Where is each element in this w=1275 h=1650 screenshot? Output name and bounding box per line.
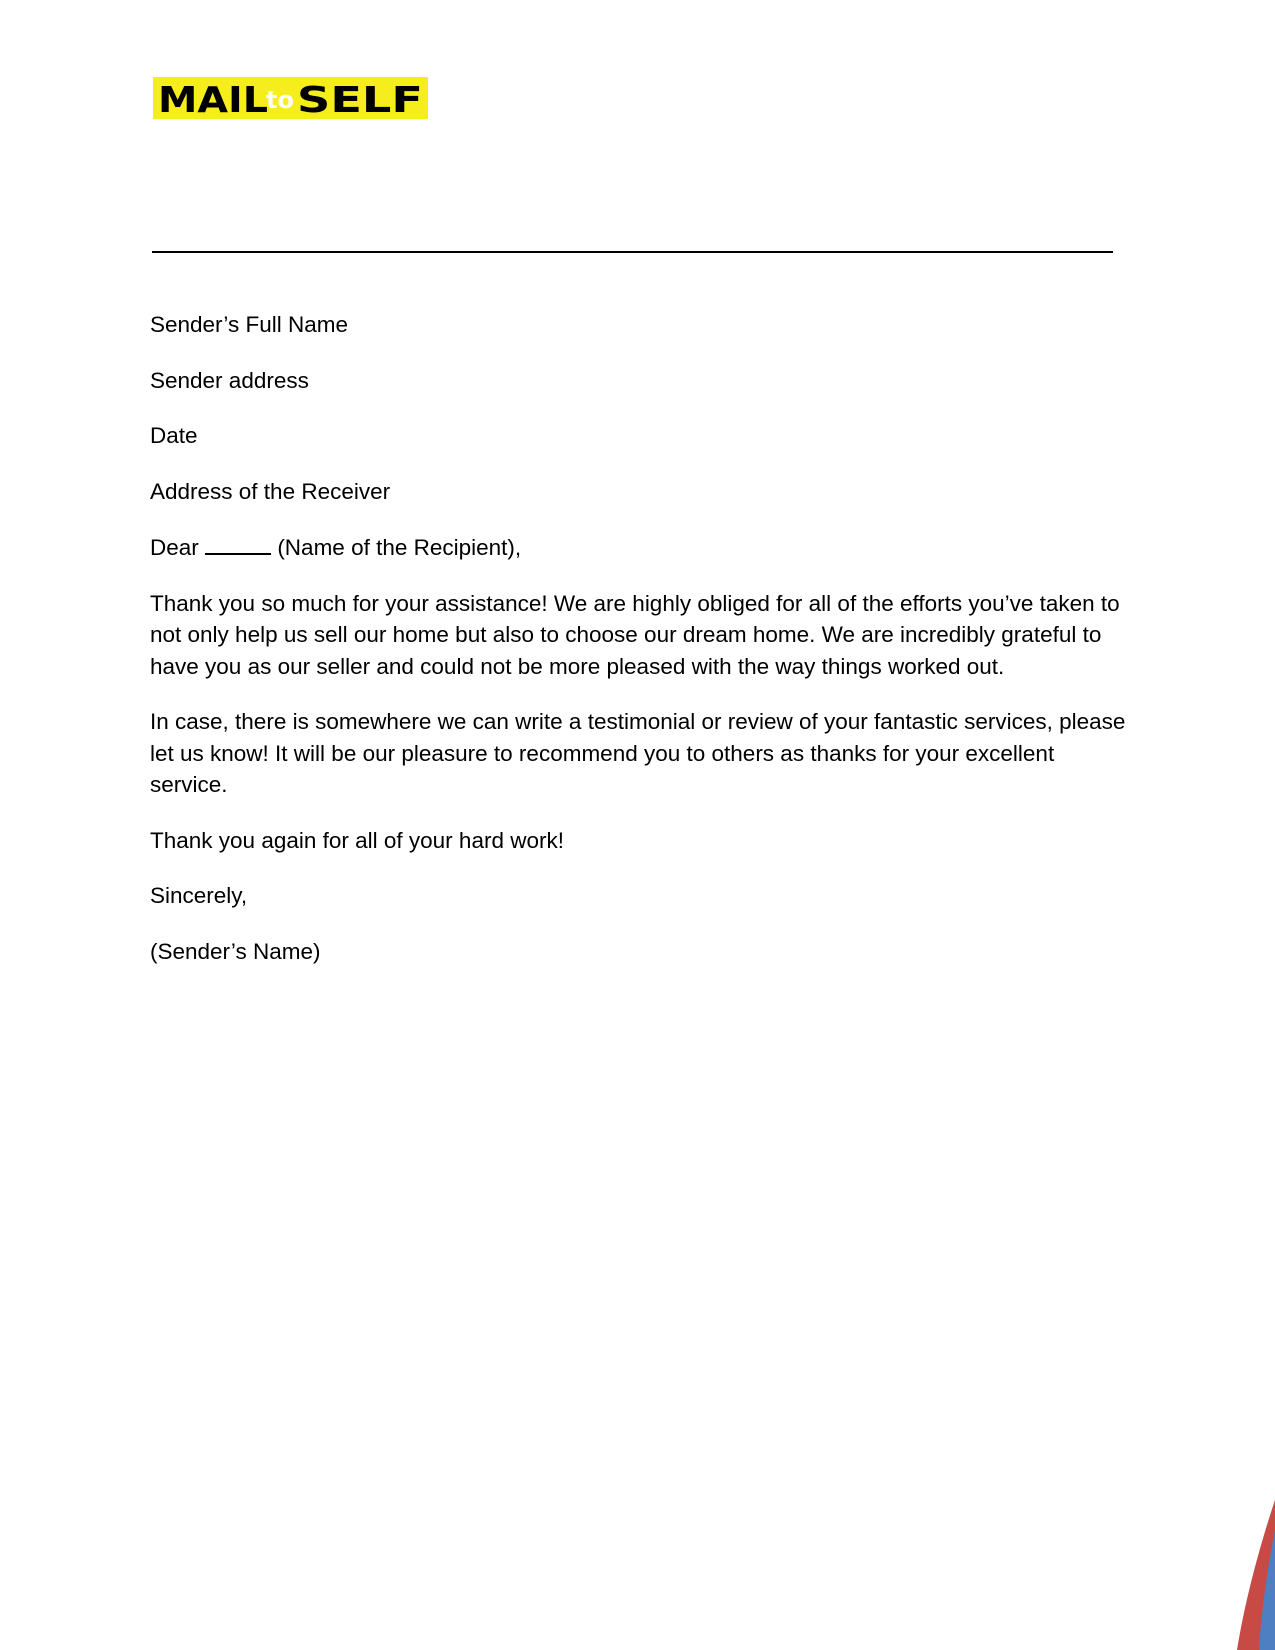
receiver-address: Address of the Receiver	[150, 478, 391, 504]
logo-text-self: SELF	[297, 80, 423, 119]
paragraph-testimonial: In case, there is somewhere we can write a testimonial or review of your fantastic services, please let us know! It will be our pleasure to recommend you to others as thanks for your excellent service.	[150, 709, 1126, 797]
closing: Sincerely,	[150, 883, 248, 908]
logo-wordmark	[153, 77, 428, 119]
paragraph-closing-thanks: Thank you again for all of your hard work!	[150, 827, 564, 853]
mail-to-self-logo	[153, 77, 428, 119]
sender-full-name: Sender’s Full Name	[150, 312, 349, 337]
logo-text-to: to	[266, 86, 294, 114]
letter-body	[150, 309, 1130, 991]
salutation-prefix: Dear	[150, 535, 199, 560]
paragraph-thanks: Thank you so much for your assistance! We are highly obliged for all of the efforts you’ve taken to not only help us sell our home but also to choose our dream home. We are incredibly grateful to have you as our seller and could not be more pleased with the way things worked out.	[150, 590, 1120, 679]
logo-text-mail: MAIL	[158, 80, 268, 119]
corner-decoration	[1215, 1500, 1275, 1650]
header-divider	[152, 251, 1113, 253]
salutation-suffix: (Name of the Recipient),	[277, 535, 522, 560]
sender-address: Sender address	[150, 367, 309, 393]
letter-date: Date	[150, 423, 198, 448]
recipient-name-blank	[205, 531, 271, 555]
salutation	[150, 531, 1130, 564]
signature: (Sender’s Name)	[150, 938, 321, 964]
